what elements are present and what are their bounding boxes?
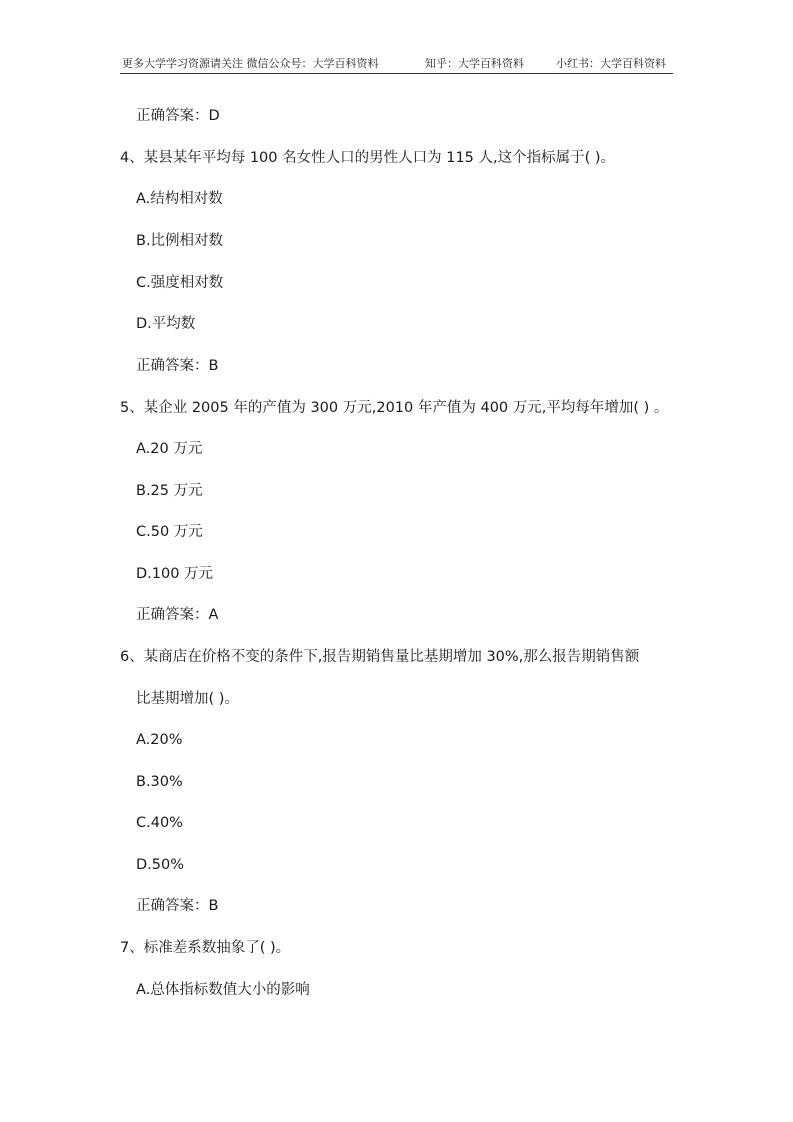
answer-q6: 正确答案：B bbox=[136, 898, 219, 914]
question-5: 5、某企业 2005 年的产值为 300 万元,2010 年产值为 400 万元,平均每年增加( ) 。 bbox=[120, 400, 669, 416]
answer-q4: 正确答案：B bbox=[136, 358, 219, 374]
q6-option-d: D.50% bbox=[136, 857, 185, 873]
q4-option-a: A.结构相对数 bbox=[136, 191, 223, 207]
question-6-line-1: 6、某商店在价格不变的条件下,报告期销售量比基期增加 30%,那么报告期销售额 bbox=[120, 649, 640, 665]
q6-option-a: A.20% bbox=[136, 732, 183, 748]
q5-option-d: D.100 万元 bbox=[136, 566, 214, 582]
q5-option-b: B.25 万元 bbox=[136, 483, 203, 499]
header-wechat-note: 更多大学学习资源请关注 微信公众号：大学百科资料 bbox=[122, 57, 379, 70]
answer-q3: 正确答案：D bbox=[136, 108, 220, 124]
question-7: 7、标准差系数抽象了( )。 bbox=[120, 940, 291, 956]
answer-q5: 正确答案：A bbox=[136, 607, 219, 623]
q6-option-c: C.40% bbox=[136, 815, 183, 831]
header-zhihu-note: 知乎：大学百科资料 bbox=[425, 57, 524, 70]
q7-option-a: A.总体指标数值大小的影响 bbox=[136, 982, 310, 998]
q5-option-a: A.20 万元 bbox=[136, 441, 203, 457]
q4-option-c: C.强度相对数 bbox=[136, 275, 224, 291]
page-header bbox=[120, 53, 673, 74]
q5-option-c: C.50 万元 bbox=[136, 524, 203, 540]
q6-option-b: B.30% bbox=[136, 774, 183, 790]
question-4: 4、某县某年平均每 100 名女性人口的男性人口为 115 人,这个指标属于( )。 bbox=[120, 150, 616, 166]
q4-option-b: B.比例相对数 bbox=[136, 233, 224, 249]
q4-option-d: D.平均数 bbox=[136, 316, 196, 332]
question-6-line-2: 比基期增加( )。 bbox=[136, 691, 239, 707]
header-xiaohongshu-note: 小红书：大学百科资料 bbox=[556, 57, 666, 70]
